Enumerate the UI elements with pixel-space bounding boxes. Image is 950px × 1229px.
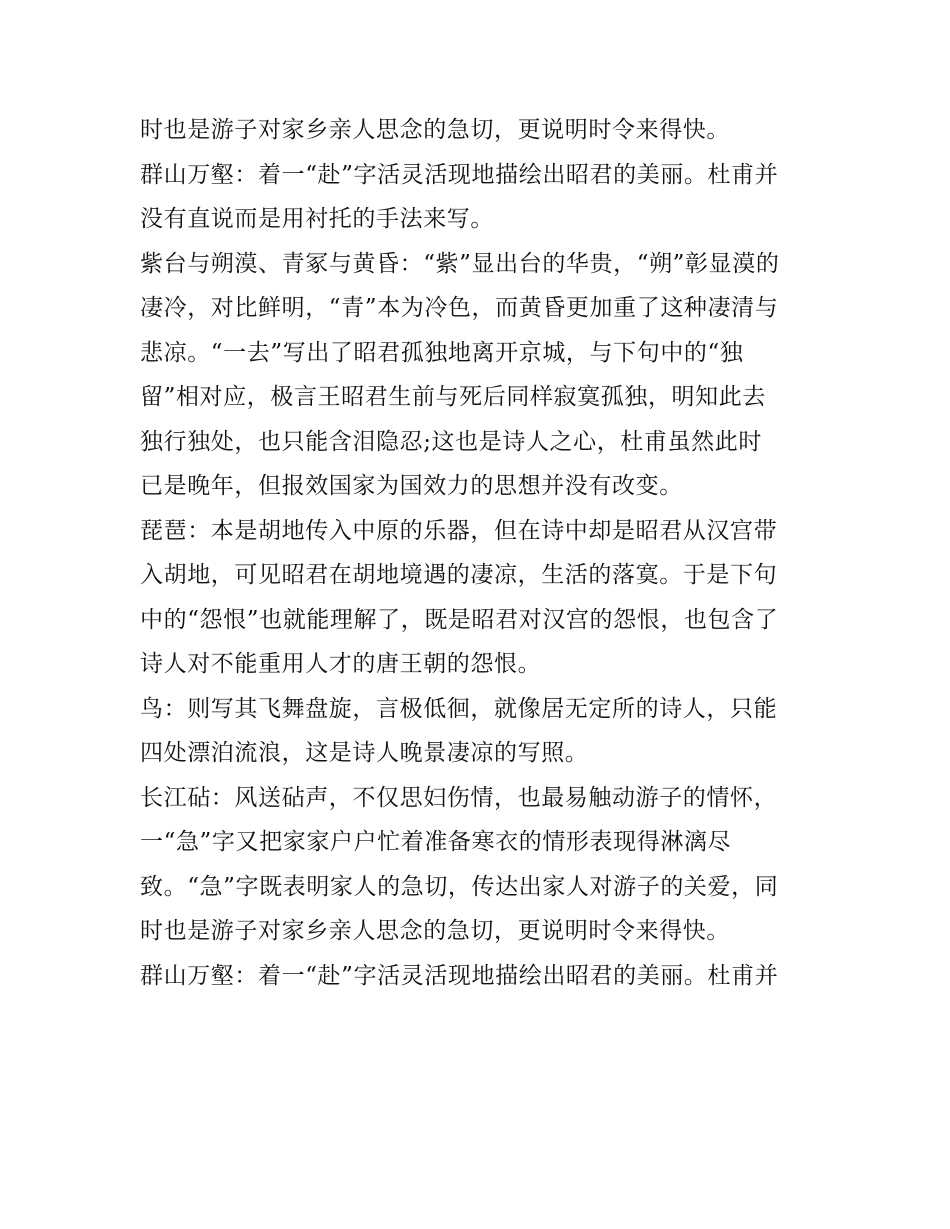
text-line: 致。“急”字既表明家人的急切，传达出家人对游子的关爱，同 [140, 873, 779, 900]
text-line: 已是晚年，但报效国家为国效力的思想并没有改变。 [140, 473, 683, 499]
body-text [140, 108, 820, 998]
text-line: 长江砧：风送砧声，不仅思妇伤情，也最易触动游子的情怀， [140, 784, 778, 811]
text-line: 中的“怨恨”也就能理解了，既是昭君对汉宫的怨恨，也包含了 [140, 606, 779, 633]
text-line: 留”相对应，极言王昭君生前与死后同样寂寞孤独，明知此去 [140, 384, 766, 410]
text-line: 没有直说而是用衬托的手法来写。 [140, 206, 494, 232]
text-line: 独行独处，也只能含泪隐忍;这也是诗人之心，杜甫虽然此时 [140, 428, 762, 455]
text-line: 紫台与朔漠、青冢与黄昏：“紫”显出台的华贵，“朔”彰显漠的 [140, 250, 780, 277]
text-line: 群山万壑：着一“赴”字活灵活现地描绘出昭君的美丽。杜甫并 [140, 962, 779, 989]
text-line: 入胡地，可见昭君在胡地境遇的凄凉，生活的落寞。于是下句 [140, 562, 778, 588]
text-line: 一“急”字又把家家户户忙着准备寒衣的情形表现得淋漓尽 [140, 829, 732, 855]
text-line: 时也是游子对家乡亲人思念的急切，更说明时令来得快。 [140, 117, 730, 143]
text-line: 四处漂泊流浪，这是诗人晚景凄凉的写照。 [140, 740, 589, 766]
text-line: 凄冷，对比鲜明，“青”本为冷色，而黄昏更加重了这种凄清与 [140, 295, 779, 321]
text-line: 诗人对不能重用人才的唐王朝的怨恨。 [140, 651, 542, 677]
text-line: 群山万壑：着一“赴”字活灵活现地描绘出昭君的美丽。杜甫并 [140, 161, 779, 188]
text-line: 时也是游子对家乡亲人思念的急切，更说明时令来得快。 [140, 918, 730, 944]
text-line: 鸟：则写其飞舞盘旋，言极低徊，就像居无定所的诗人，只能 [140, 695, 778, 722]
text-line: 琵琶：本是胡地传入中原的乐器，但在诗中却是昭君从汉宫带 [140, 517, 778, 544]
text-line: 悲凉。“一去”写出了昭君孤独地离开京城，与下句中的“独 [140, 339, 744, 366]
